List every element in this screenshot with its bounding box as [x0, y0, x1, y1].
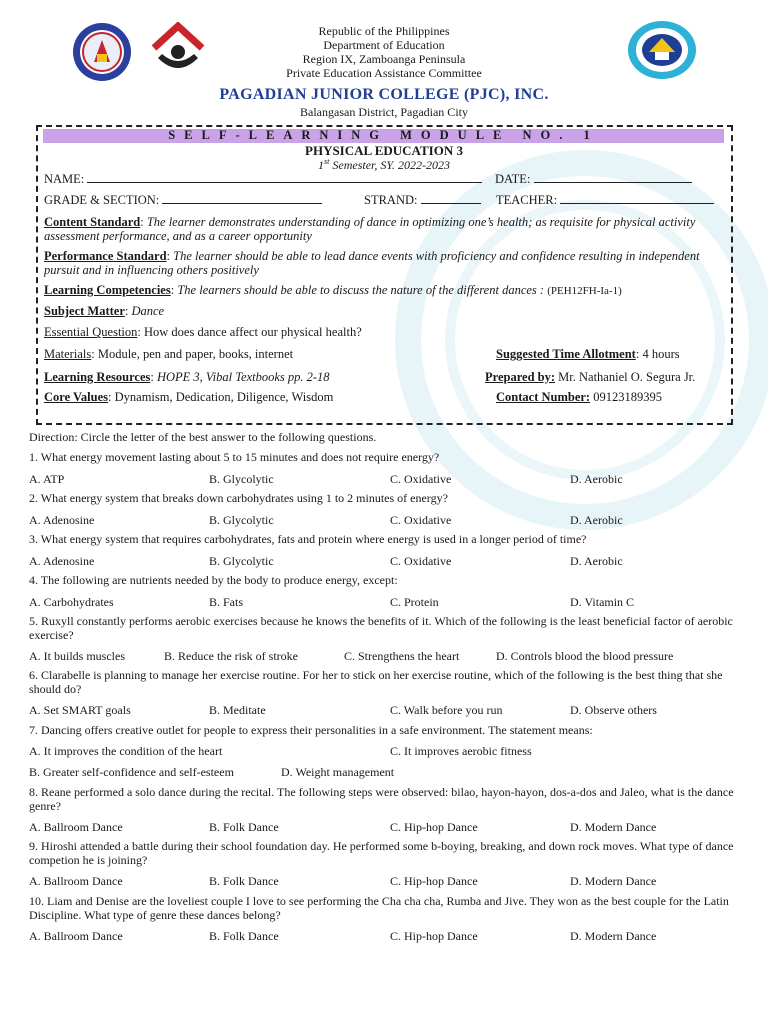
q6-option-d[interactable]: D. Observe others: [570, 703, 657, 717]
q1-option-b[interactable]: B. Glycolytic: [209, 472, 274, 486]
q9-option-b[interactable]: B. Folk Dance: [209, 874, 279, 888]
q8-option-d[interactable]: D. Modern Dance: [570, 820, 657, 834]
q9-option-d[interactable]: D. Modern Dance: [570, 874, 657, 888]
question-1: 1. What energy movement lasting about 5 to 15 minutes and does not require energy?: [29, 450, 440, 464]
peac-line: Private Education Assistance Committee: [286, 66, 482, 80]
learning-resources: Learning Resources: HOPE 3, Vibal Textbooks pp. 2-18: [44, 370, 330, 384]
q3-option-c[interactable]: C. Oxidative: [390, 554, 452, 568]
date-field[interactable]: DATE:: [495, 171, 692, 187]
q2-option-b[interactable]: B. Glycolytic: [209, 513, 274, 527]
q2-option-d[interactable]: D. Aerobic: [570, 513, 623, 527]
q1-option-d[interactable]: D. Aerobic: [570, 472, 623, 486]
semester-line: 1st Semester, SY. 2022-2023: [318, 157, 450, 172]
college-name: PAGADIAN JUNIOR COLLEGE (PJC), INC.: [219, 86, 549, 103]
q3-option-b[interactable]: B. Glycolytic: [209, 554, 274, 568]
direction-text: Direction: Circle the letter of the best answer to the following questions.: [29, 430, 377, 444]
question-6: 6. Clarabelle is planning to manage her exercise routine. For her to stick on her exercise routine, which of the following is the best thing that she should do?: [29, 668, 723, 696]
q2-option-a[interactable]: A. Adenosine: [29, 513, 95, 527]
q4-option-b[interactable]: B. Fats: [209, 595, 244, 609]
subject-title: PHYSICAL EDUCATION 3: [305, 143, 463, 158]
core-values: Core Values: Dynamism, Dedication, Diligence, Wisdom: [44, 390, 334, 404]
q9-option-c[interactable]: C. Hip-hop Dance: [390, 874, 478, 888]
learning-competencies: Learning Competencies: The learners should be able to discuss the nature of the different dances : (PEH12FH-Ia-1): [44, 283, 622, 297]
q1-option-a[interactable]: A. ATP: [29, 472, 65, 486]
q6-option-b[interactable]: B. Meditate: [209, 703, 266, 717]
question-9: 9. Hiroshi attended a battle during their school foundation day. He performed some b-boying, breaking, and down rock moves. What type of dance competion he is joining?: [29, 839, 734, 867]
q10-option-b[interactable]: B. Folk Dance: [209, 929, 279, 943]
q7-option-a[interactable]: A. It improves the condition of the heart: [29, 744, 223, 758]
q8-option-a[interactable]: A. Ballroom Dance: [29, 820, 123, 834]
question-10: 10. Liam and Denise are the loveliest couple I love to see performing the Cha cha cha, Rumba and Jive. They won as the best couple for the Latin Discipline. What type of genre these dances belong?: [29, 894, 729, 922]
q2-option-c[interactable]: C. Oxidative: [390, 513, 452, 527]
q8-option-b[interactable]: B. Folk Dance: [209, 820, 279, 834]
content-standard: Content Standard: The learner demonstrates understanding of dance in optimizing one’s health; as requisite for physical activity assessment performance, and as a career opportunity: [44, 215, 696, 243]
q5-option-d[interactable]: D. Controls blood the blood pressure: [496, 649, 674, 663]
q9-option-a[interactable]: A. Ballroom Dance: [29, 874, 123, 888]
q8-option-c[interactable]: C. Hip-hop Dance: [390, 820, 478, 834]
time-allotment: Suggested Time Allotment: 4 hours: [496, 347, 680, 361]
question-3: 3. What energy system that requires carbohydrates, fats and protein where energy is used in a longer period of time?: [29, 532, 587, 546]
q6-option-a[interactable]: A. Set SMART goals: [29, 703, 131, 717]
q5-option-c[interactable]: C. Strengthens the heart: [344, 649, 460, 663]
q3-option-d[interactable]: D. Aerobic: [570, 554, 623, 568]
region-line: Region IX, Zamboanga Peninsula: [302, 52, 466, 66]
subject-matter: Subject Matter: Dance: [44, 304, 165, 318]
strand-field[interactable]: STRAND:: [364, 192, 481, 208]
q7-option-d[interactable]: D. Weight management: [281, 765, 395, 779]
prepared-by: Prepared by: Mr. Nathaniel O. Segura Jr.: [485, 370, 696, 384]
question-7: 7. Dancing offers creative outlet for people to express their personalities in a safe environment. The statement means:: [29, 723, 593, 737]
essential-question: Essential Question: How does dance affect our physical health?: [44, 325, 362, 339]
contact-number: Contact Number: 09123189395: [496, 390, 662, 404]
q4-option-a[interactable]: A. Carbohydrates: [29, 595, 114, 609]
question-5: 5. Ruxyll constantly performs aerobic exercises because he knows the benefits of it. Which of the following is the least beneficial factor of aerobic exercise?: [29, 614, 733, 642]
q7-option-c[interactable]: C. It improves aerobic fitness: [390, 744, 532, 758]
q5-option-b[interactable]: B. Reduce the risk of stroke: [164, 649, 298, 663]
republic-line: Republic of the Philippines: [318, 24, 450, 38]
name-field[interactable]: NAME:: [44, 171, 482, 187]
department-line: Department of Education: [323, 38, 445, 52]
q4-option-d[interactable]: D. Vitamin C: [570, 595, 635, 609]
q5-option-a[interactable]: A. It builds muscles: [29, 649, 125, 663]
q1-option-c[interactable]: C. Oxidative: [390, 472, 452, 486]
q10-option-c[interactable]: C. Hip-hop Dance: [390, 929, 478, 943]
performance-standard: Performance Standard: The learner should be able to lead dance events with proficiency and confidence resulting in independent pursuit and in influencing others positively: [44, 249, 700, 277]
question-4: 4. The following are nutrients needed by the body to produce energy, except:: [29, 573, 398, 587]
question-2: 2. What energy system that breaks down carbohydrates using 1 to 2 minutes of energy?: [29, 491, 448, 505]
grade-section-field[interactable]: GRADE & SECTION:: [44, 192, 322, 208]
q6-option-c[interactable]: C. Walk before you run: [390, 703, 503, 717]
q10-option-d[interactable]: D. Modern Dance: [570, 929, 657, 943]
college-address: Balangasan District, Pagadian City: [300, 105, 468, 119]
teacher-field[interactable]: TEACHER:: [496, 192, 714, 208]
module-banner-text: SELF-LEARNING MODULE NO. 1: [168, 128, 599, 142]
materials: Materials: Module, pen and paper, books, internet: [44, 347, 294, 361]
q4-option-c[interactable]: C. Protein: [390, 595, 439, 609]
q3-option-a[interactable]: A. Adenosine: [29, 554, 95, 568]
q7-option-b[interactable]: B. Greater self-confidence and self-esteem: [29, 765, 234, 779]
q10-option-a[interactable]: A. Ballroom Dance: [29, 929, 123, 943]
question-8: 8. Reane performed a solo dance during the recital. The following steps were observed: bilao, hayon-hayon, dos-a-dos and Jaleo, what is the dance genre?: [29, 785, 734, 813]
